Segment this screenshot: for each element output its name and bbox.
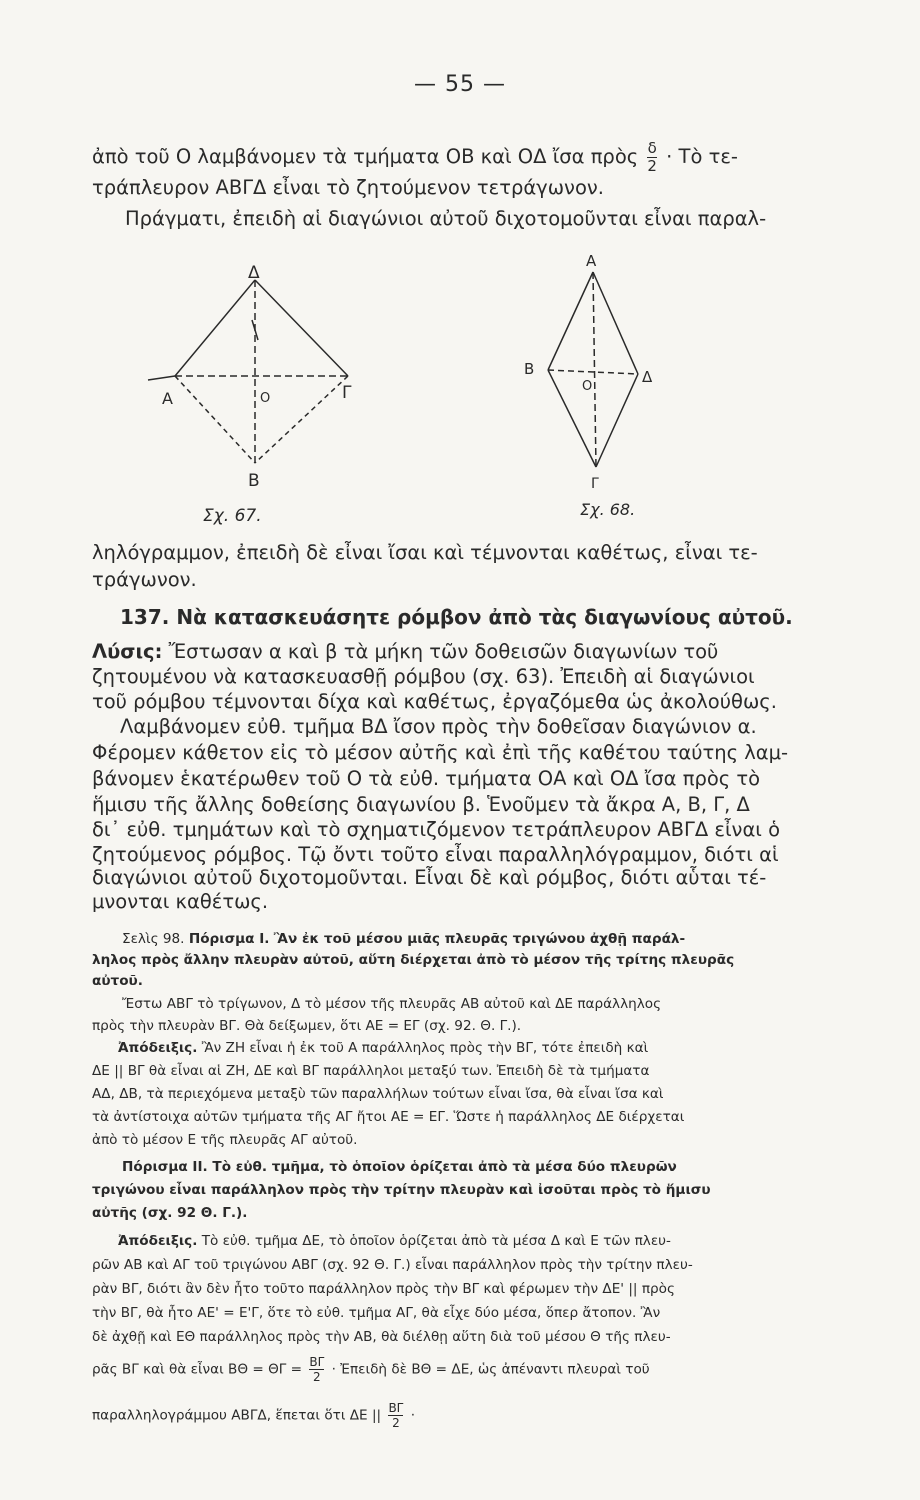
footnote-p3-line-2: ΔΕ || ΒΓ θὰ εἶναι αἱ ΖΗ, ΔΕ καὶ ΒΓ παράλληλοι μεταξύ των. Ἐπειδὴ δὲ τὰ τμήματα — [92, 1063, 650, 1079]
footnote-p2-line-1: Ἔστω ΑΒΓ τὸ τρίγωνον, Δ τὸ μέσον τῆς πλευρᾶς ΑΒ αὐτοῦ καὶ ΔΕ παράλληλος — [122, 996, 662, 1012]
fig67-label-left: Α — [162, 389, 173, 408]
proof-label-2: Ἀπόδειξις. — [118, 1233, 198, 1249]
final-period: · — [410, 1407, 416, 1424]
solution-line-10: διαγώνιοι αὐτοῦ διχοτομοῦνται. Εἶναι δὲ καὶ ρόμβος, διότι αὗται τέ- — [92, 866, 767, 889]
footnote-corollary-1: Πόρισμα Ι. — [188, 931, 270, 947]
fraction-bc-over-2 — [309, 1356, 324, 1383]
fig67-label-top: Δ — [248, 263, 260, 283]
footnote-page-ref: Σελὶς 98. — [122, 931, 185, 947]
fig68-label-right: Δ — [642, 368, 653, 386]
footnote-p3-line-1 — [118, 1039, 648, 1057]
figure-67 — [130, 258, 390, 533]
footnote-p4-line-2: τριγώνου εἶναι παράλληλον πρὸς τὴν τρίτην πλευρὰν καὶ ἰσοῦται πρὸς τὸ ἥμισυ — [92, 1182, 711, 1198]
solution-label: Λύσις: — [92, 640, 163, 663]
footnote-p1-text: Ἂν ἐκ τοῦ μέσου μιᾶς πλευρᾶς τριγώνου ἀχθῇ παράλ- — [273, 931, 686, 947]
footnote-p4-line-1: Πόρισμα ΙΙ. Τὸ εὐθ. τμῆμα, τὸ ὁποῖον ὁρίζεται ἀπὸ τὰ μέσα δύο πλευρῶν — [122, 1159, 677, 1175]
fraction-denominator: 2 — [647, 157, 657, 175]
solution-line-7: ἥμισυ τῆς ἄλλης δοθείσης διαγωνίου β. Ἑνοῦμεν τὰ ἄκρα Α, Β, Γ, Δ — [92, 793, 750, 816]
figure-68 — [490, 252, 690, 533]
fraction-denominator: 2 — [313, 1370, 321, 1384]
footnote-p5-line-5: δὲ ἀχθῇ καὶ ΕΘ παράλληλος πρὸς τὴν ΑΒ, θὰ διέλθῃ αὕτη διὰ τοῦ μέσου Θ τῆς πλευ- — [92, 1329, 671, 1345]
diagonal-alpha-gamma — [593, 272, 596, 467]
solution-line-1 — [92, 640, 718, 664]
intro-text-1a: ἀπὸ τοῦ Ο λαμβάνομεν τὰ τμήματα ΟΒ καὶ ΟΔ ἴσα πρὸς — [92, 145, 639, 168]
fig68-label-center: Ο — [582, 379, 593, 394]
footnote-p5-line-4: τὴν ΒΓ, θὰ ἦτο ΑΕ' = Ε'Γ, ὅτε τὸ εὐθ. τμῆμα ΑΓ, θὰ εἶχε δύο μέσα, ὅπερ ἄτοπον. Ἂν — [92, 1305, 661, 1321]
footnote-p5-text-7a: παραλληλογράμμου ΑΒΓΔ, ἕπεται ὅτι ΔΕ || — [92, 1407, 382, 1424]
footnote-p5-line-7 — [92, 1402, 415, 1429]
footnote-p3-line-5: ἀπὸ τὸ μέσον Ε τῆς πλευρᾶς ΑΓ αὐτοῦ. — [92, 1132, 358, 1148]
fraction-numerator: ΒΓ — [388, 1401, 404, 1415]
fraction-denominator: 2 — [392, 1416, 400, 1430]
fig67-caption: Σχ. 67. — [203, 506, 262, 526]
fraction-numerator: ΒΓ — [309, 1355, 325, 1369]
footnote-p5-text-1: Τὸ εὐθ. τμῆμα ΔΕ, τὸ ὁποῖον ὁρίζεται ἀπὸ τὰ μέσα Δ καὶ Ε τῶν πλευ- — [201, 1233, 671, 1249]
footnote-p5-line-2: ρῶν ΑΒ καὶ ΑΓ τοῦ τριγώνου ΑΒΓ (σχ. 92 Θ. Γ.) εἶναι παράλληλον πρὸς τὴν τρίτην πλευ- — [92, 1257, 693, 1273]
footnote-p3-line-4: τὰ ἀντίστοιχα αὐτῶν τμήματα τῆς ΑΓ ἤτοι ΑΕ = ΕΓ. Ὥστε ἡ παράλληλος ΔΕ διέρχεται — [92, 1109, 685, 1125]
footnote-p3-line-3: ΑΔ, ΔΒ, τὰ περιεχόμενα μεταξὺ τῶν παραλλήλων τούτων εἶναι ἴσα, θὰ εἶναι ἴσα καὶ — [92, 1086, 664, 1102]
fraction-numerator: δ — [647, 139, 657, 157]
fig68-label-left: Β — [524, 360, 535, 378]
side-alpha-beta — [548, 272, 593, 370]
problem-number: 137. — [120, 605, 170, 629]
fig67-label-bottom: Β — [248, 471, 260, 491]
fig68-label-bottom: Γ — [591, 476, 599, 492]
intro-line-1 — [92, 141, 738, 174]
footnote-p2-line-2: πρὸς τὴν πλευρὰν ΒΓ. Θὰ δείξωμεν, ὅτι ΑΕ = ΕΓ (σχ. 92. Θ. Γ.). — [92, 1018, 522, 1034]
fraction-delta-over-2 — [647, 141, 657, 174]
fig68-caption: Σχ. 68. — [580, 500, 636, 519]
side-delta-gamma — [255, 280, 348, 376]
intro-text-1b: · Τὸ τε- — [666, 145, 738, 168]
solution-line-11: μνονται καθέτως. — [92, 890, 269, 913]
fig67-label-center: Ο — [260, 391, 271, 406]
side-alpha-beta — [175, 376, 255, 463]
side-alpha-delta — [593, 272, 638, 374]
intro-line-2: τράπλευρον ΑΒΓΔ εἶναι τὸ ζητούμενον τετράγωνον. — [92, 176, 604, 199]
side-delta-alpha — [175, 280, 255, 376]
footnote-p4-line-3: αὐτῆς (σχ. 92 Θ. Γ.). — [92, 1205, 248, 1221]
solution-line-9: ζητούμενος ρόμβος. Τῷ ὄντι τοῦτο εἶναι παραλληλόγραμμον, διότι αἱ — [92, 843, 779, 866]
solution-text-1: Ἔστωσαν α καὶ β τὰ μήκη τῶν δοθεισῶν διαγωνίων τοῦ — [168, 640, 719, 663]
diagonal-beta-delta — [548, 370, 638, 374]
problem-title: Νὰ κατασκευάσητε ρόμβον ἀπὸ τὰς διαγωνίους αὐτοῦ. — [176, 605, 793, 629]
footnote-p5-line-6 — [92, 1356, 650, 1383]
footnote-p1-line-1 — [122, 930, 685, 948]
solution-line-5: Φέρομεν κάθετον εἰς τὸ μέσον αὐτῆς καὶ ἐπὶ τῆς καθέτου ταύτης λαμ- — [92, 741, 789, 764]
after-figure-line-1: ληλόγραμμον, ἐπειδὴ δὲ εἶναι ἴσαι καὶ τέμνονται καθέτως, εἶναι τε- — [92, 541, 758, 564]
fig67-label-right: Γ — [342, 383, 352, 403]
footnote-p5-line-1 — [118, 1232, 671, 1250]
intro-line-3: Πράγματι, ἐπειδὴ αἱ διαγώνιοι αὐτοῦ διχοτομοῦνται εἶναι παραλ- — [125, 207, 767, 230]
solution-line-2: ζητουμένου νὰ κατασκευασθῇ ρόμβου (σχ. 63). Ἐπειδὴ αἱ διαγώνιοι — [92, 665, 755, 688]
fraction-bc-over-2-final — [388, 1402, 403, 1429]
footnote-p5-line-3: ρὰν ΒΓ, διότι ἂν δὲν ἦτο τοῦτο παράλληλον πρὸς τὴν ΒΓ καὶ φέρωμεν τὴν ΔΕ' || πρὸς — [92, 1281, 675, 1297]
side-delta-gamma — [596, 374, 638, 467]
solution-line-3: τοῦ ρόμβου τέμνονται δίχα καὶ καθέτως, ἐργαζόμεθα ὡς ἀκολούθως. — [92, 690, 777, 713]
page-number: — 55 — — [414, 72, 506, 97]
after-figure-line-2: τράγωνον. — [92, 568, 197, 591]
diagonal-extension — [148, 376, 175, 380]
proof-label-1: Ἀπόδειξις. — [118, 1040, 198, 1056]
footnote-p1-line-2: ληλος πρὸς ἄλλην πλευρὰν αὐτοῦ, αὕτη διέρχεται ἀπὸ τὸ μέσον τῆς τρίτης πλευρᾶς — [92, 952, 735, 968]
solution-line-8: δι᾽ εὐθ. τμημάτων καὶ τὸ σχηματιζόμενον τετράπλευρον ΑΒΓΔ εἶναι ὁ — [92, 818, 781, 841]
fig68-label-top: Α — [586, 252, 597, 270]
side-gamma-beta — [255, 376, 348, 463]
footnote-p5-text-6a: ρᾶς ΒΓ καὶ θὰ εἶναι ΒΘ = ΘΓ = — [92, 1361, 303, 1378]
footnote-p3-text-1: Ἂν ΖΗ εἶναι ἡ ἐκ τοῦ Α παράλληλος πρὸς τὴν ΒΓ, τότε ἐπειδὴ καὶ — [201, 1040, 649, 1056]
solution-line-4: Λαμβάνομεν εὐθ. τμῆμα ΒΔ ἴσον πρὸς τὴν δοθεῖσαν διαγώνιον α. — [120, 715, 757, 738]
solution-line-6: βάνομεν ἑκατέρωθεν τοῦ Ο τὰ εὐθ. τμήματα ΟΑ καὶ ΟΔ ἴσα πρὸς τὸ — [92, 767, 761, 790]
footnote-p1-line-3: αὐτοῦ. — [92, 973, 143, 989]
problem-heading — [120, 605, 793, 629]
footnote-p5-text-6b: · Ἐπειδὴ δὲ ΒΘ = ΔΕ, ὡς ἀπέναντι πλευραὶ τοῦ — [331, 1361, 650, 1378]
